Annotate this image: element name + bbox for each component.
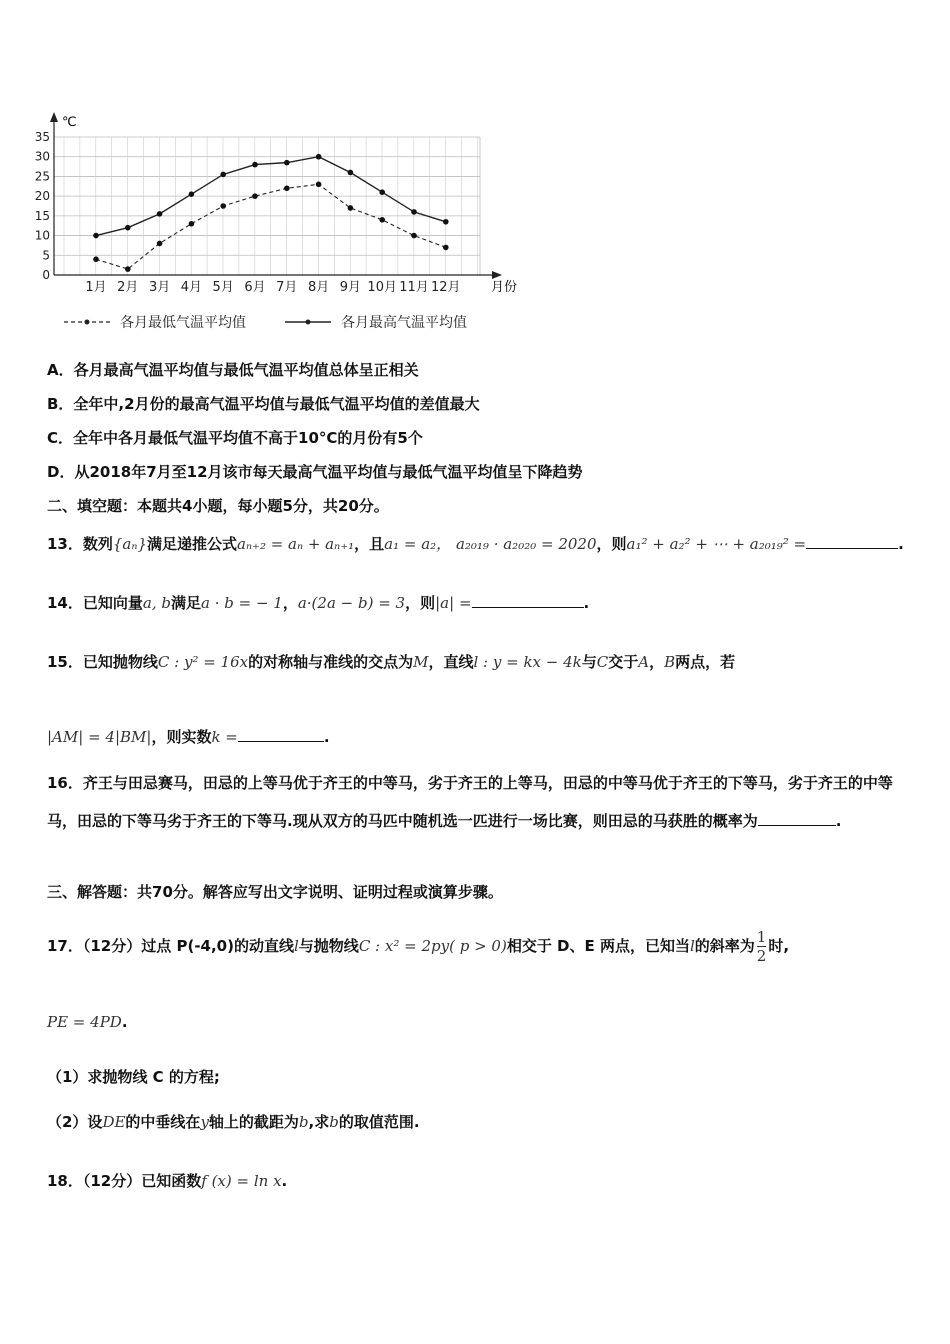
q17-p2-d: ,求 bbox=[308, 1113, 330, 1131]
q17-curve: C : x² = 2py( p > 0) bbox=[358, 937, 507, 955]
data-point-high bbox=[284, 160, 290, 166]
q14-t1: 满足 bbox=[170, 594, 201, 612]
q15-t2: ，直线 bbox=[428, 653, 474, 671]
legend-high bbox=[283, 312, 467, 332]
q15-end: . bbox=[323, 728, 330, 746]
q17-y: y bbox=[200, 1113, 209, 1131]
q15-t6: ，则实数 bbox=[151, 728, 212, 746]
q18-num: 18．（12分）已知函数 bbox=[47, 1172, 202, 1190]
q14-cond-2: a·(2a − b) = 3 bbox=[297, 594, 406, 612]
legend-low-swatch bbox=[62, 317, 112, 327]
q15-curve: C : y² = 16x bbox=[157, 653, 249, 671]
data-point-low bbox=[316, 182, 322, 188]
data-point-high bbox=[220, 172, 226, 178]
x-tick-label: 12月 bbox=[431, 280, 461, 295]
y-tick-label: 30 bbox=[34, 149, 50, 164]
data-point-high bbox=[316, 154, 322, 160]
y-axis-unit: ℃ bbox=[62, 115, 77, 130]
q17-frac-den: 2 bbox=[756, 947, 767, 965]
question-17-part-1: （1）求抛物线 C 的方程; bbox=[47, 1068, 220, 1086]
q13-sum: a₁² + a₂² + ⋯ + a₂₀₁₉² = bbox=[626, 535, 807, 553]
x-tick-label: 8月 bbox=[307, 280, 330, 295]
data-point-low bbox=[379, 217, 385, 223]
q16-answer-blank[interactable] bbox=[758, 809, 836, 826]
data-point-high bbox=[125, 225, 131, 231]
q15-t5: 两点，若 bbox=[675, 653, 736, 671]
q15-t3: 与 bbox=[581, 653, 597, 671]
q16-text: 16．齐王与田忌赛马，田忌的上等马优于齐王的中等马，劣于齐王的上等马，田忌的中等马优于齐王的下等马，劣于齐王的中等马，田忌的下等马劣于齐王的下等马.现从双方的马匹中随机选一匹进行一场比赛，则田忌的马获胜的概率为 bbox=[47, 774, 893, 830]
q15-t4: 交于 bbox=[608, 653, 639, 671]
q13-seq: {aₙ} bbox=[112, 535, 147, 553]
q17-num: 17．（12分）过点 P(-4,0)的动直线 bbox=[47, 937, 294, 955]
q17-p2-c: 轴上的截距为 bbox=[208, 1113, 299, 1131]
data-point-low bbox=[157, 241, 163, 247]
q15-M: M bbox=[413, 653, 429, 671]
x-tick-label: 4月 bbox=[180, 280, 203, 295]
q17-b2: b bbox=[329, 1113, 339, 1131]
q16-end: . bbox=[835, 812, 842, 830]
data-point-high bbox=[379, 189, 385, 195]
data-point-high bbox=[157, 211, 163, 217]
q14-t2: ，则 bbox=[405, 594, 436, 612]
q14-end: . bbox=[583, 594, 590, 612]
x-tick-label: 5月 bbox=[212, 280, 234, 295]
legend-high-swatch bbox=[283, 317, 333, 327]
data-point-low bbox=[443, 245, 449, 251]
q17-eq-end: . bbox=[121, 1013, 128, 1031]
x-tick-label: 1月 bbox=[85, 280, 107, 295]
q17-p2-a: （2）设 bbox=[47, 1113, 103, 1131]
y-tick-label: 35 bbox=[34, 130, 50, 144]
y-tick-label: 0 bbox=[42, 268, 50, 282]
q15-cond: |AM| = 4|BM| bbox=[47, 728, 152, 746]
y-tick-labels bbox=[35, 130, 50, 282]
q15-t1: 的对称轴与准线的交点为 bbox=[248, 653, 414, 671]
option-d: D．从2018年7月至12月该市每天最高气温平均值与最低气温平均值呈下降趋势 bbox=[47, 463, 583, 481]
x-tick-label: 3月 bbox=[148, 280, 171, 295]
y-tick-label: 5 bbox=[42, 248, 50, 263]
x-axis-arrow bbox=[492, 271, 502, 279]
q14-sep: ， bbox=[282, 594, 298, 612]
q18-end: . bbox=[281, 1172, 288, 1190]
temperature-chart bbox=[34, 108, 540, 298]
question-17 bbox=[47, 928, 789, 965]
data-point-low bbox=[284, 185, 290, 191]
q17-p2-b: 的中垂线在 bbox=[125, 1113, 201, 1131]
x-tick-label: 9月 bbox=[339, 280, 362, 295]
data-point-high bbox=[189, 191, 195, 197]
y-tick-label: 25 bbox=[34, 169, 50, 184]
legend-low-label: 各月最低气温平均值 bbox=[120, 315, 246, 331]
q13-t1: 满足递推公式 bbox=[146, 535, 237, 553]
question-16 bbox=[47, 764, 907, 840]
q14-num: 14．已知向量 bbox=[47, 594, 143, 612]
data-point-low bbox=[348, 205, 354, 211]
data-point-low bbox=[125, 266, 131, 272]
question-18 bbox=[47, 1170, 287, 1192]
data-point-high bbox=[93, 233, 99, 239]
q13-recurrence: aₙ₊₂ = aₙ + aₙ₊₁ bbox=[237, 535, 355, 553]
q17-eq: PE = 4PD bbox=[47, 1013, 122, 1031]
q17-p2-e: 的取值范围. bbox=[338, 1113, 420, 1131]
q13-answer-blank[interactable] bbox=[806, 532, 898, 549]
x-tick-label: 11月 bbox=[399, 280, 429, 295]
data-point-high bbox=[348, 170, 354, 176]
q13-end: . bbox=[898, 535, 904, 553]
option-a: A．各月最高气温平均值与最低气温平均值总体呈正相关 bbox=[47, 361, 419, 379]
q17-slope-fraction bbox=[757, 928, 767, 965]
q13-num: 13．数列 bbox=[47, 535, 113, 553]
q14-vars: a, b bbox=[142, 594, 171, 612]
x-tick-label: 10月 bbox=[367, 280, 397, 295]
y-tick-label: 20 bbox=[34, 189, 50, 204]
y-axis-arrow bbox=[50, 112, 58, 122]
question-15-cont bbox=[47, 725, 330, 748]
q15-B: B bbox=[664, 653, 676, 671]
data-point-low bbox=[411, 233, 417, 239]
x-axis-unit: 月份 bbox=[491, 280, 518, 295]
option-b: B．全年中,2月份的最高气温平均值与最低气温平均值的差值最大 bbox=[47, 395, 480, 413]
q15-C: C bbox=[596, 653, 609, 671]
question-17-eq bbox=[47, 1011, 128, 1033]
data-point-low bbox=[189, 221, 195, 227]
q15-answer-blank[interactable] bbox=[238, 725, 324, 742]
question-17-part-2 bbox=[47, 1111, 420, 1133]
question-15 bbox=[47, 651, 735, 673]
q15-k: k = bbox=[211, 728, 238, 746]
q17-b: b bbox=[298, 1113, 309, 1131]
question-13 bbox=[47, 532, 904, 555]
q18-func: f (x) = ln x bbox=[201, 1172, 282, 1190]
y-tick-label: 10 bbox=[34, 228, 50, 243]
x-tick-label: 6月 bbox=[244, 280, 266, 295]
q15-num: 15．已知抛物线 bbox=[47, 653, 158, 671]
data-point-low bbox=[220, 203, 226, 209]
q15-A: A bbox=[638, 653, 650, 671]
q13-t3: ，则 bbox=[596, 535, 627, 553]
q17-l: l bbox=[293, 937, 299, 955]
q17-l2: l bbox=[689, 937, 695, 955]
q15-line: l : y = kx − 4k bbox=[473, 653, 582, 671]
q13-condition: a₁ = a₂， a₂₀₁₉ · a₂₀₂₀ = 2020 bbox=[384, 535, 597, 553]
q17-DE: DE bbox=[102, 1113, 126, 1131]
legend-high-label: 各月最高气温平均值 bbox=[341, 315, 467, 331]
data-point-high bbox=[252, 162, 258, 168]
section-solve-heading: 三、解答题：共70分。解答应写出文字说明、证明过程或演算步骤。 bbox=[47, 883, 503, 901]
q15-comma: ， bbox=[649, 653, 665, 671]
data-point-high bbox=[411, 209, 417, 215]
question-14 bbox=[47, 591, 589, 614]
x-tick-labels bbox=[85, 280, 460, 295]
legend-low bbox=[62, 312, 246, 332]
q14-answer-blank[interactable] bbox=[472, 591, 584, 608]
q17-t4: 时, bbox=[768, 937, 790, 955]
q17-frac-num: 1 bbox=[756, 928, 767, 946]
chart-grid bbox=[54, 137, 480, 275]
q14-ask: |a| = bbox=[435, 594, 472, 612]
q17-t1: 与抛物线 bbox=[298, 937, 359, 955]
x-tick-label: 2月 bbox=[117, 280, 139, 295]
q17-t3: 的斜率为 bbox=[694, 937, 755, 955]
data-point-high bbox=[443, 219, 449, 225]
option-c: C．全年中各月最低气温平均值不高于10°C的月份有5个 bbox=[47, 429, 423, 447]
q17-t2: 相交于 D、E 两点，已知当 bbox=[506, 937, 690, 955]
q13-t2: ，且 bbox=[354, 535, 385, 553]
x-tick-label: 7月 bbox=[276, 280, 298, 295]
section-fill-in-heading: 二、填空题：本题共4小题，每小题5分，共20分。 bbox=[47, 497, 389, 515]
data-point-low bbox=[252, 193, 258, 199]
data-point-low bbox=[93, 256, 99, 262]
q14-cond-1: a · b = − 1 bbox=[200, 594, 283, 612]
y-tick-label: 15 bbox=[34, 208, 50, 223]
